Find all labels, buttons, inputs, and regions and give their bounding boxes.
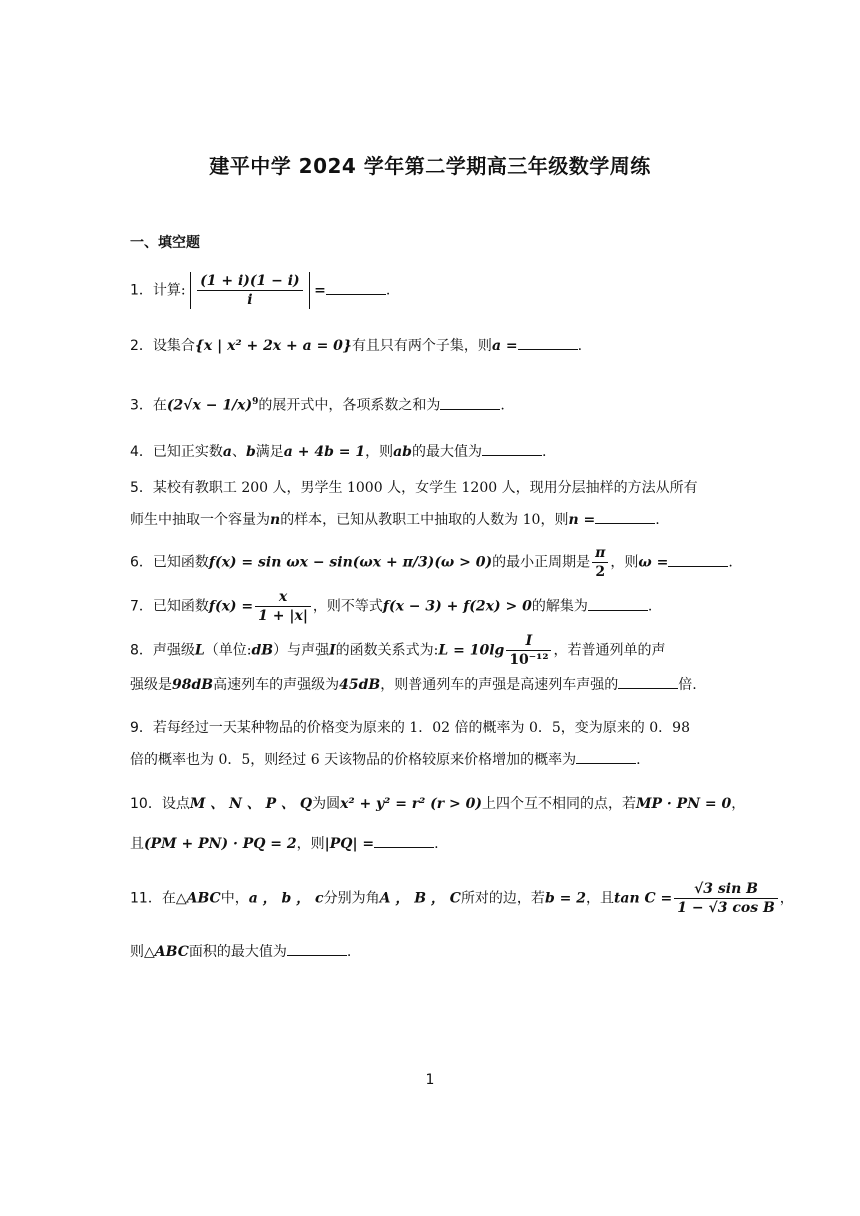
question-9: 9．若每经过一天某种物品的价格变为原来的 1．02 倍的概率为 0．5，变为原来的 0．98 倍的概率也为 0．5，则经过 6 天该物品的价格较原来价格增加的概率为 .: [130, 720, 690, 768]
fraction: $\frac{(1 + i)(1 - i)}{i}$: [197, 272, 303, 309]
answer-blank[interactable]: [374, 833, 434, 848]
question-10: 10．设点M 、 N 、 P 、 Q为圆x² + y² = r² (r > 0)上四个互不相同的点，若MP · PN = 0，: [130, 796, 746, 812]
question-8: 8．声强级L（单位:dB）与声强I的函数关系式为:L = 10lg $\frac{I}{\text{10⁻¹²}}$ ，若普通列单的声 强级是98dB高速列车的声强级为45dB，则普通列车的声强是高速列车声强的 倍.: [130, 633, 697, 693]
question-5: 5．某校有教职工 200 人，男学生 1000 人，女学生 1200 人，现用分层抽样的方法从所有 师生中抽取一个容量为n的样本，已知从教职工中抽取的人数为 10，则n = .: [130, 480, 698, 528]
question-10-line-2: 且(PM + PN) · PQ = 2，则|PQ| = .: [130, 828, 730, 860]
page-number: 1: [425, 1072, 435, 1088]
question-11-line-2: 则△ABC面积的最大值为 .: [130, 936, 730, 968]
answer-blank[interactable]: [326, 280, 386, 295]
question-7: 7．已知函数f(x) = $\frac{x}{1 + |x|}$ ，则不等式f(x − 3) + f(2x) > 0的解集为 .: [130, 589, 653, 624]
fraction: $\frac{x}{1 + |x|}$: [255, 588, 311, 625]
question-4: 4．已知正实数a、b满足a + 4b = 1，则ab的最大值为 .: [130, 436, 730, 468]
question-11: 11．在△ABC中，a ， b ， c分别为角A ， B ， C所对的边，若b = 2，且tan C = $\frac{\text{√3 sin B}}{\text{1 − √3 cos B}}$ ，: [130, 881, 794, 916]
fraction: $\frac{\pi}{2}$: [592, 544, 608, 581]
question-1: 1．计算: $\frac{(1 + i)(1 - i)}{i}$ = .: [130, 273, 391, 308]
answer-blank[interactable]: [595, 509, 655, 524]
section-heading: 一、填空题: [130, 235, 200, 251]
answer-blank[interactable]: [618, 674, 678, 689]
answer-blank[interactable]: [668, 552, 728, 567]
fraction: $\frac{I}{\text{10⁻¹²}}$: [506, 632, 551, 669]
question-2: 2．设集合{x | x² + 2x + a = 0}有且只有两个子集，则a = .: [130, 330, 730, 362]
answer-blank[interactable]: [518, 335, 578, 350]
answer-blank[interactable]: [482, 441, 542, 456]
answer-blank[interactable]: [588, 596, 648, 611]
question-6: 6．已知函数f(x) = sin ωx − sin(ωx + π/3)(ω > 0)的最小正周期是 $\frac{\pi}{2}$ ，则ω = .: [130, 545, 733, 580]
page-title: 建平中学 2024 学年第二学期高三年级数学周练: [209, 154, 651, 178]
answer-blank[interactable]: [287, 941, 347, 956]
answer-blank[interactable]: [440, 395, 500, 410]
fraction: $\frac{\text{√3 sin B}}{\text{1 − √3 cos B}}$: [674, 880, 778, 917]
answer-blank[interactable]: [576, 749, 636, 764]
abs-value: [190, 272, 310, 309]
question-3: 3．在$(2√x - 1/x)^9$的展开式中，各项系数之和为 .: [130, 386, 730, 422]
